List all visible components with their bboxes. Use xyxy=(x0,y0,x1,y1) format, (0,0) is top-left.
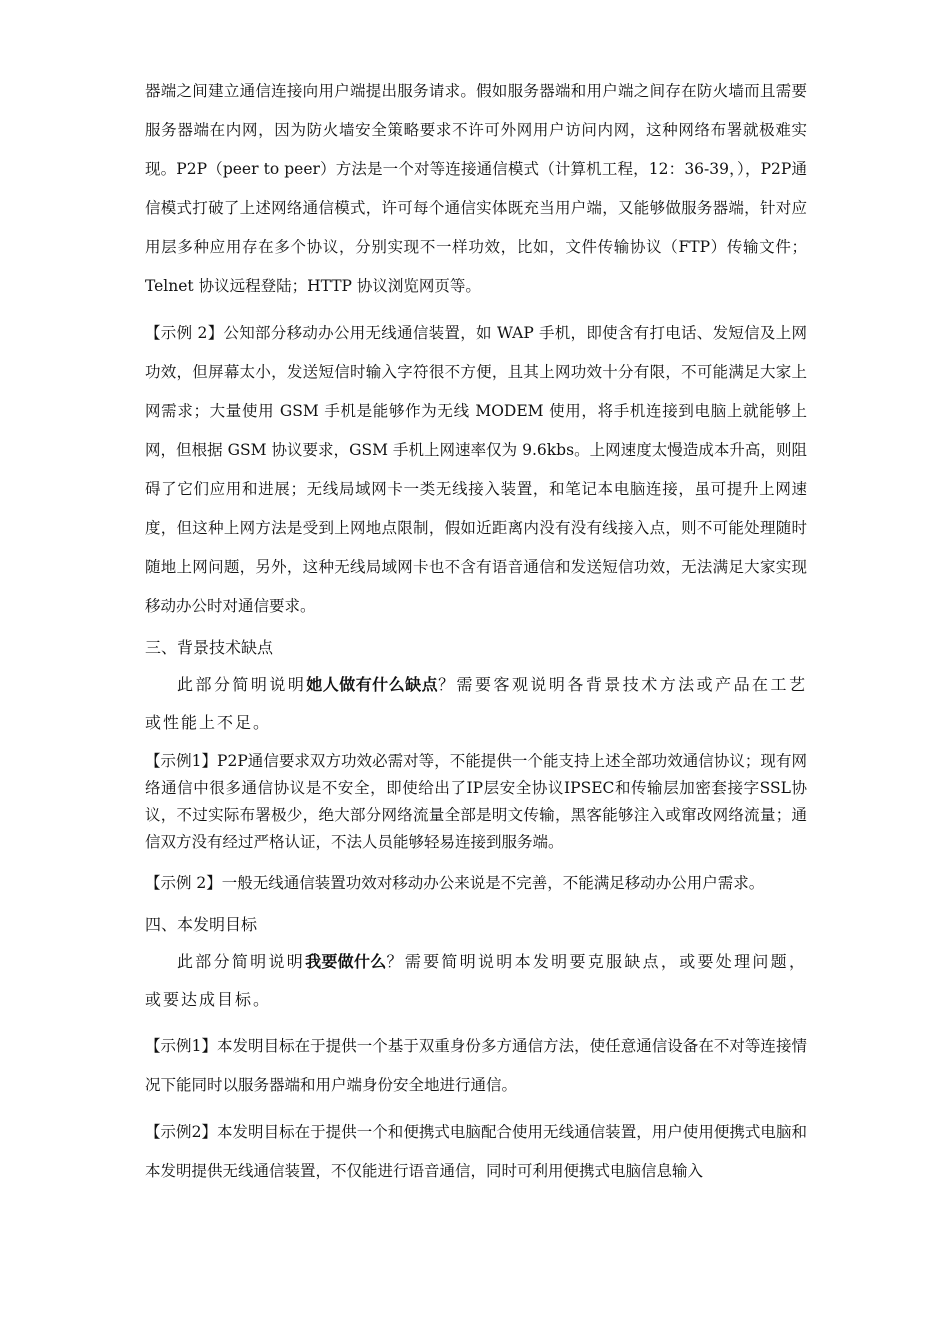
section-3-example-1 xyxy=(145,748,807,856)
intro-text: 此部分简明说明 xyxy=(177,952,306,971)
example-text: 本发明目标在于提供一个基于双重身份多方通信方法，使任意通信设备在不对等连接情况下能同时以服务器端和用户端身份安全地进行通信。 xyxy=(145,1037,807,1094)
intro-emphasis: 她人做有什么缺点 xyxy=(306,675,439,694)
example-label: 【示例1】 xyxy=(145,752,218,770)
section-4-example-1 xyxy=(145,1027,807,1105)
paragraph-p2p: 器端之间建立通信连接向用户端提出服务请求。假如服务器端和用户端之间存在防火墙而且需要服务器端在内网，因为防火墙安全策略要求不许可外网用户访问内网，这种网络布署就极难实现。P2P（peer to peer）方法是一个对等连接通信模式（计算机工程，12：36-39，），P2P通信模式打破了上述网络通信模式，许可每个通信实体既充当用户端，又能够做服务器端，针对应用层多种应用存在多个协议，分别实现不一样功效，比如，文件传输协议（FTP）传输文件；Telnet 协议远程登陆；HTTP 协议浏览网页等。 xyxy=(145,82,807,295)
example-label: 【示例 2】 xyxy=(145,874,222,892)
example-label: 【示例 2】 xyxy=(145,324,224,342)
intro-text: ？需要客观说明各背景技术方法或产品在工艺或性能上不足。 xyxy=(145,675,807,732)
section-3-title: 三、背景技术缺点 xyxy=(145,638,274,657)
intro-text: ？需要简明说明本发明要克服缺点，或要处理问题，或要达成目标。 xyxy=(145,952,807,1009)
example-text: P2P通信要求双方功效必需对等，不能提供一个能支持上述全部功效通信协议；现有网络通信中很多通信协议是不安全，即使给出了IP层安全协议IPSEC和传输层加密套接字SSL协议，不过实际布署极少，绝大部分网络流量全部是明文传输，黑客能够注入或窜改网络流量；通信双方没有经过严格认证，不法人员能够轻易连接到服务端。 xyxy=(145,752,807,851)
section-4-title: 四、本发明目标 xyxy=(145,915,258,934)
section-4-example-2 xyxy=(145,1113,807,1191)
document-page xyxy=(145,72,807,1191)
example-label: 【示例1】 xyxy=(145,1037,217,1055)
section-4-intro xyxy=(145,943,807,1019)
example-text: 本发明目标在于提供一个和便携式电脑配合使用无线通信装置，用户使用便携式电脑和本发明提供无线通信装置，不仅能进行语音通信，同时可利用便携式电脑信息输入 xyxy=(145,1123,807,1180)
example-text: 一般无线通信装置功效对移动办公来说是不完善，不能满足移动办公用户需求。 xyxy=(221,874,765,892)
example-2-wireless xyxy=(145,314,807,626)
intro-emphasis: 我要做什么 xyxy=(305,952,387,971)
example-label: 【示例2】 xyxy=(145,1123,217,1141)
section-3-intro xyxy=(145,666,807,742)
intro-text: 此部分简明说明 xyxy=(177,675,307,694)
section-3-example-2 xyxy=(145,864,807,903)
example-text: 公知部分移动办公用无线通信装置，如 WAP 手机，即使含有打电话、发短信及上网功效，但屏幕太小，发送短信时输入字符很不方便，且其上网功效十分有限，不可能满足大家上网需求；大量使用 GSM 手机是能够作为无线 MODEM 使用，将手机连接到电脑上就能够上网，但根据 GSM 协议要求，GSM 手机上网速率仅为 9.6kbs。上网速度太慢造成本升高，则阻碍了它们应用和进展；无线局域网卡一类无线接入装置，和笔记本电脑连接，虽可提升上网速度，但这种上网方法是受到上网地点限制，假如近距离内没有没有线接入点，则不可能处理随时随地上网问题，另外，这种无线局域网卡也不含有语音通信和发送短信功效，无法满足大家实现移动办公时对通信要求。 xyxy=(145,324,807,615)
